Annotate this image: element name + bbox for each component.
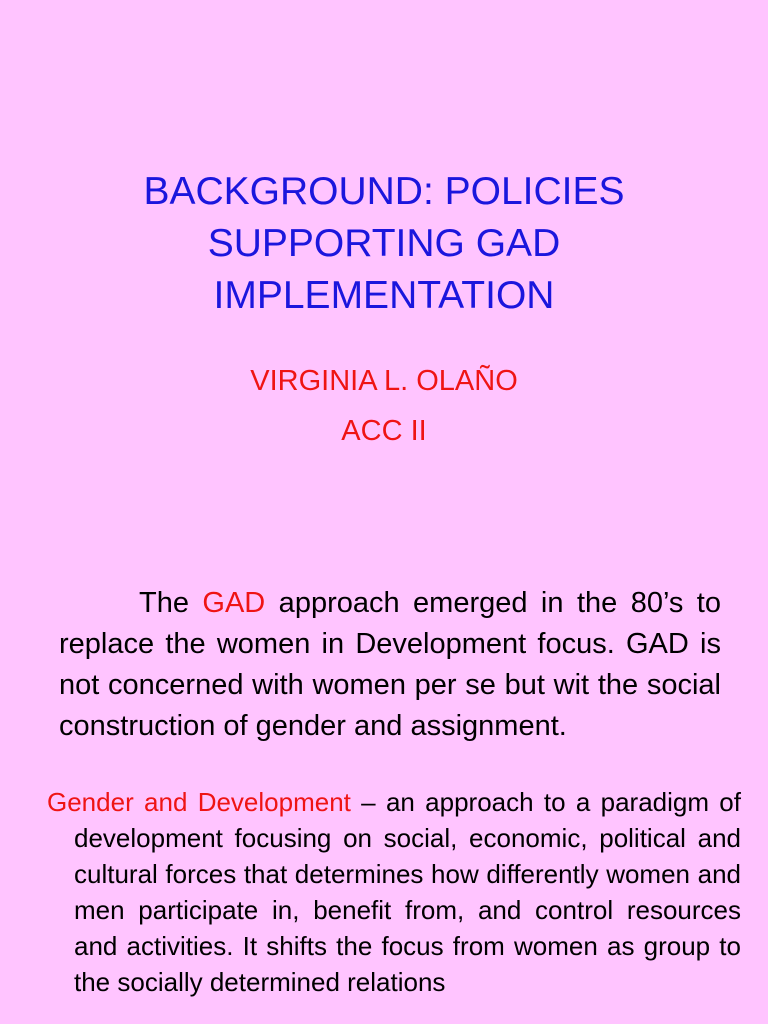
gad-highlight: GAD bbox=[202, 587, 266, 619]
author-affiliation: ACC II bbox=[341, 415, 427, 447]
author-name: VIRGINIA L. OLAÑO bbox=[250, 365, 518, 397]
title-line-3: IMPLEMENTATION bbox=[213, 274, 555, 317]
definition-text: – an approach to a paradigm of development focusing on social, economic, political and cultural forces that determines how differently women and men participate in, benefit from, and control resources and activities. It shifts the focus from women as group to the socially determined relations bbox=[74, 787, 741, 997]
slide-title bbox=[0, 166, 768, 322]
definition-paragraph bbox=[47, 784, 741, 1000]
title-line-1: BACKGROUND: POLICIES bbox=[143, 170, 625, 213]
intro-paragraph bbox=[59, 583, 721, 747]
author-block bbox=[0, 356, 768, 456]
title-line-2: SUPPORTING GAD bbox=[207, 222, 561, 265]
intro-prefix: The bbox=[139, 587, 203, 619]
intro-text: approach emerged in the 80’s to replace the women in Development focus. GAD is not concerned with women per se but wit the social construction of gender and assignment. bbox=[59, 587, 721, 742]
definition-term: Gender and Development bbox=[47, 787, 351, 817]
